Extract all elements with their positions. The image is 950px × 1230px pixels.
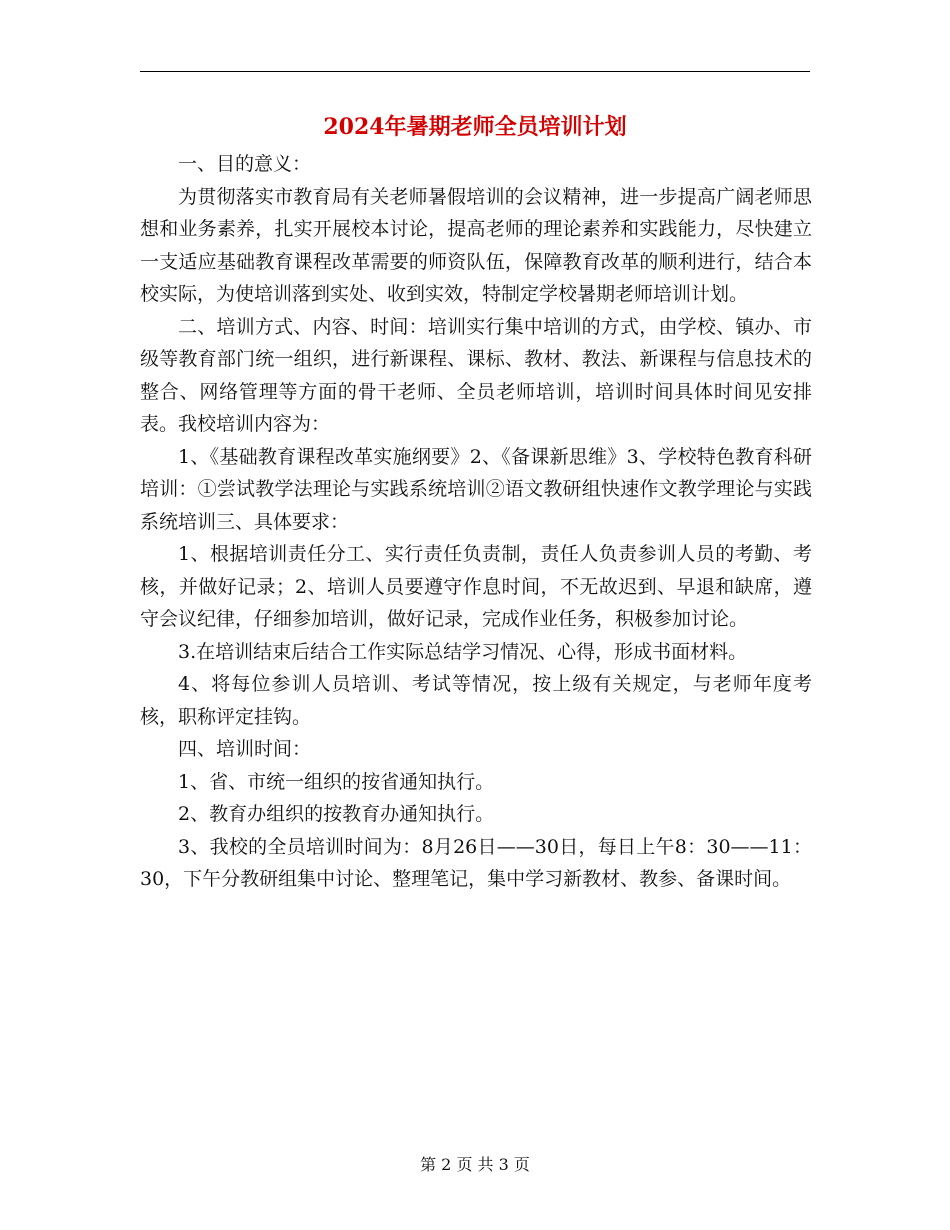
section-heading-purpose: 一、目的意义： xyxy=(178,153,312,175)
paragraph-time-2: 2、教育办组织的按教育办通知执行。 xyxy=(178,803,495,825)
header-rule xyxy=(140,71,810,72)
paragraph-time-1: 1、省、市统一组织的按省通知执行。 xyxy=(178,770,495,793)
document-body xyxy=(140,148,812,896)
page-number: 第 2 页 共 3 页 xyxy=(420,1155,530,1174)
section-heading-training-time: 四、培训时间： xyxy=(178,738,312,760)
paragraph-requirement-1: 1、根据培训责任分工、实行责任负责制，责任人负责参训人员的考勤、考核，并做好记录；2、培训人员要遵守作息时间，不无故迟到、早退和缺席，遵守会议纪律，仔细参加培训，做好记录，完成作业任务，积极参加讨论。 xyxy=(140,543,812,630)
paragraph-purpose: 为贯彻落实市教育局有关老师暑假培训的会议精神，进一步提高广阔老师思想和业务素养，扎实开展校本讨论，提高老师的理论素养和实践能力，尽快建立一支适应基础教育课程改革需要的师资队伍，保障教育改革的顺利进行，结合本校实际，为使培训落到实处、收到实效，特制定学校暑期老师培训计划。 xyxy=(140,185,812,305)
document-title: 2024年暑期老师全员培训计划 xyxy=(323,114,627,140)
paragraph-time-3: 3、我校的全员培训时间为：8月26日——30日，每日上午8：30——11：30，下午分教研组集中讨论、整理笔记，集中学习新教材、教参、备课时间。 xyxy=(140,835,812,890)
paragraph-training-method: 二、培训方式、内容、时间：培训实行集中培训的方式，由学校、镇办、市级等教育部门统一组织，进行新课程、课标、教材、教法、新课程与信息技术的整合、网络管理等方面的骨干老师、全员老师培训，培训时间具体时间见安排表。我校培训内容为： xyxy=(140,315,812,435)
paragraph-training-content: 1、《基础教育课程改革实施纲要》2、《备课新思维》3、学校特色教育科研培训：①尝试教学法理论与实践系统培训②语文教研组快速作文教学理论与实践系统培训三、具体要求： xyxy=(140,445,812,533)
paragraph-requirement-3: 3.在培训结束后结合工作实际总结学习情况、心得，形成书面材料。 xyxy=(178,640,748,663)
paragraph-requirement-4: 4、将每位参训人员培训、考试等情况，按上级有关规定，与老师年度考核，职称评定挂钩。 xyxy=(140,673,812,728)
